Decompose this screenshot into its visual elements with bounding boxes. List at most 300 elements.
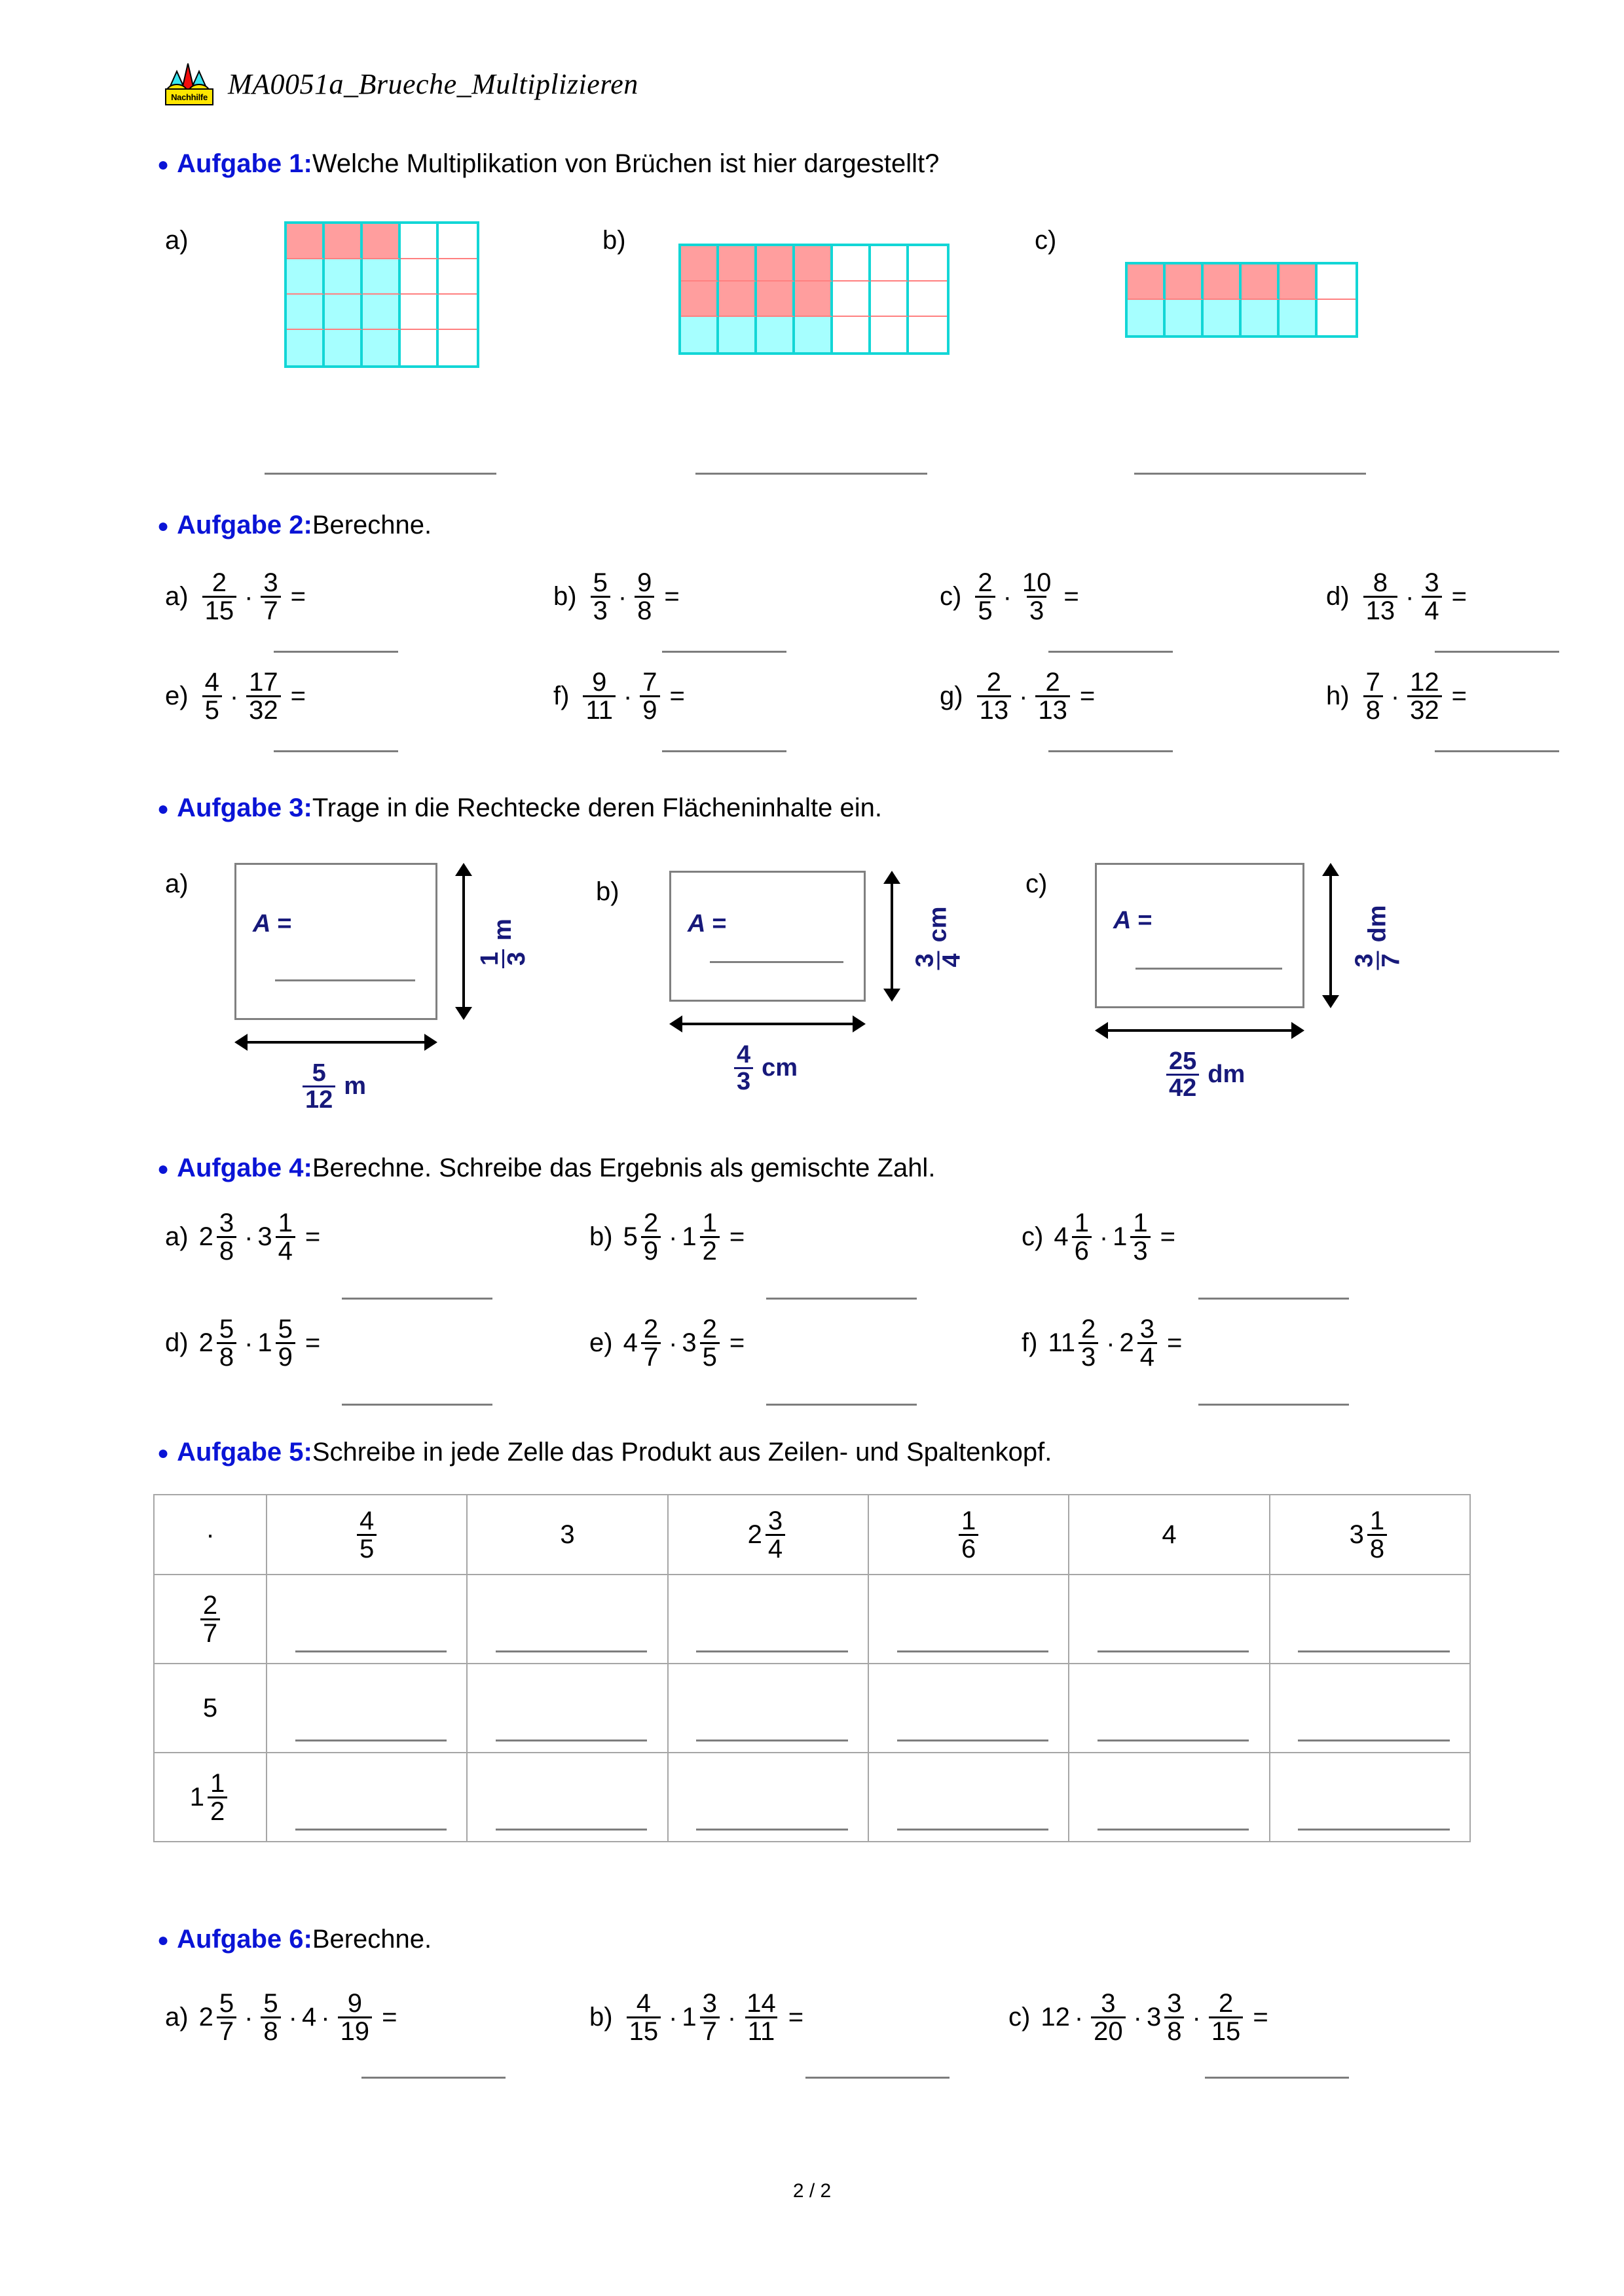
task-6-label: Aufgabe 6: xyxy=(177,1925,312,1954)
answer-blank[interactable] xyxy=(897,1650,1048,1652)
fraction-denominator: 3 xyxy=(1027,596,1046,624)
table-answer-cell[interactable] xyxy=(467,1753,667,1842)
table-answer-cell[interactable] xyxy=(467,1664,667,1753)
table-answer-cell[interactable] xyxy=(267,1753,467,1842)
fraction-numerator: 5 xyxy=(263,1989,278,2018)
grid-cell xyxy=(1128,300,1166,335)
fraction-numerator: 10 xyxy=(1022,568,1052,597)
answer-blank[interactable] xyxy=(496,1650,647,1652)
answer-blank[interactable] xyxy=(696,1650,847,1652)
fraction-numerator: 3 xyxy=(219,1209,234,1237)
task-1-label: Aufgabe 1: xyxy=(177,149,312,178)
fraction-numerator: 2 xyxy=(986,668,1001,697)
fraction-numerator: 4 xyxy=(636,1989,651,2018)
fraction-numerator: 2 xyxy=(1045,668,1060,697)
multiplication-dot: · xyxy=(1019,682,1028,711)
grid-cell xyxy=(681,282,719,317)
task-3-heading xyxy=(157,793,882,823)
mixed-number xyxy=(682,1990,723,2045)
equals-sign: = xyxy=(304,1328,321,1357)
item-letter: d) xyxy=(1326,582,1350,611)
fraction-numerator: 8 xyxy=(1373,568,1388,597)
equals-sign: = xyxy=(290,582,306,611)
fraction xyxy=(338,1990,373,2045)
grid-cell xyxy=(363,330,401,365)
fraction-denominator: 8 xyxy=(1164,2016,1184,2045)
task6-blank-b[interactable] xyxy=(805,2077,950,2079)
fraction-denominator: 11 xyxy=(745,2016,778,2045)
width-unit: cm xyxy=(762,1054,798,1082)
fraction-numerator: 5 xyxy=(593,568,608,597)
logo-wordmark: Nachhilfe xyxy=(165,88,213,105)
task2-blank-e[interactable] xyxy=(274,750,398,752)
answer-blank[interactable] xyxy=(496,1740,647,1741)
fraction-numerator: 3 xyxy=(1167,1989,1182,2018)
fraction-denominator: 12 xyxy=(303,1085,335,1112)
bullet-icon: ● xyxy=(157,1929,170,1952)
answer-blank[interactable] xyxy=(295,1650,447,1652)
grid-cell xyxy=(401,224,439,259)
equals-sign: = xyxy=(1253,2003,1268,2032)
answer-blank[interactable] xyxy=(1098,1650,1249,1652)
grid-cell xyxy=(795,246,833,282)
task4-blank-f[interactable] xyxy=(1198,1404,1349,1406)
grid-cell xyxy=(833,317,871,352)
fraction-numerator: 4 xyxy=(737,1041,751,1068)
answer-blank[interactable] xyxy=(295,1829,447,1831)
grid-cell xyxy=(401,330,439,365)
mixed-number xyxy=(1048,1316,1101,1370)
integer-term: 4 xyxy=(1162,1520,1177,1549)
fraction-numerator: 7 xyxy=(1365,668,1380,697)
answer-blank[interactable] xyxy=(1298,1650,1449,1652)
fraction-denominator: 5 xyxy=(975,596,995,624)
fraction-denominator: 8 xyxy=(1363,695,1383,723)
task2-blank-f[interactable] xyxy=(662,750,786,752)
height-dimension-arrow xyxy=(1321,863,1340,1008)
task4-item-c xyxy=(1022,1210,1175,1264)
answer-blank[interactable] xyxy=(1098,1829,1249,1831)
mixed-whole: 2 xyxy=(198,1222,213,1251)
grid-cell xyxy=(325,224,363,259)
task4-item-f xyxy=(1022,1316,1182,1370)
fraction-numerator: 3 xyxy=(1139,1315,1155,1343)
fraction-numerator: 2 xyxy=(978,568,993,597)
task3-area-blank-c[interactable] xyxy=(1135,968,1282,970)
fraction xyxy=(766,1508,785,1562)
answer-blank[interactable] xyxy=(1098,1740,1249,1741)
equals-sign: = xyxy=(1167,1328,1183,1357)
task2-item-g xyxy=(940,669,1095,723)
table-corner-operator: · xyxy=(154,1495,267,1575)
height-unit: m xyxy=(489,919,517,941)
grid-cell xyxy=(871,246,909,282)
mixed-number xyxy=(199,1990,240,2045)
table-answer-cell[interactable] xyxy=(868,1575,1069,1664)
fraction-denominator: 7 xyxy=(1377,951,1404,970)
task2-blank-b[interactable] xyxy=(662,651,786,653)
nachhilfe-logo-icon xyxy=(162,62,213,105)
height-dimension-arrow xyxy=(454,863,473,1020)
mixed-whole: 3 xyxy=(1146,2003,1162,2032)
answer-blank[interactable] xyxy=(696,1740,847,1741)
mixed-number xyxy=(199,1316,240,1370)
grid-cell xyxy=(1318,264,1356,300)
fraction-numerator: 2 xyxy=(212,568,227,597)
fraction-denominator: 15 xyxy=(627,2016,661,2045)
task2-item-c xyxy=(940,570,1079,624)
fraction-numerator: 2 xyxy=(702,1315,717,1343)
fraction xyxy=(1209,1990,1244,2045)
mixed-whole: 2 xyxy=(747,1520,762,1549)
fraction xyxy=(1130,1210,1150,1264)
task2-item-b xyxy=(553,570,680,624)
fraction-numerator: 9 xyxy=(347,1989,362,2018)
fraction xyxy=(246,669,281,723)
item-letter: f) xyxy=(1022,1328,1038,1357)
row-header-1 xyxy=(154,1575,267,1664)
integer-term: 12 xyxy=(1041,2003,1070,2032)
fraction-numerator: 9 xyxy=(592,668,607,697)
fraction-numerator: 1 xyxy=(1074,1209,1089,1237)
arrow-down-icon xyxy=(1322,995,1339,1008)
fraction-denominator: 7 xyxy=(261,596,280,624)
task-4-text: Berechne. Schreibe das Ergebnis als gemischte Zahl. xyxy=(312,1154,936,1182)
task6-item-a xyxy=(165,1990,397,2045)
equals-sign: = xyxy=(669,682,685,710)
fraction-numerator: 2 xyxy=(1218,1989,1234,2018)
grid-cell xyxy=(833,282,871,317)
task3-area-blank-a[interactable] xyxy=(275,979,415,981)
dimension-line xyxy=(462,872,465,1011)
grid-cell xyxy=(439,295,477,330)
answer-blank[interactable] xyxy=(1298,1829,1449,1831)
task4-blank-e[interactable] xyxy=(766,1404,917,1406)
table-answer-cell[interactable] xyxy=(267,1664,467,1753)
fraction xyxy=(1422,570,1441,624)
task1-answer-blank-c[interactable] xyxy=(1134,473,1366,475)
table-answer-cell[interactable] xyxy=(1270,1753,1470,1842)
height-dimension-arrow xyxy=(883,871,901,1002)
fraction xyxy=(1363,669,1383,723)
fraction xyxy=(1367,1508,1387,1562)
document-title: MA0051a_Brueche_Multiplizieren xyxy=(228,67,638,100)
mixed-number xyxy=(190,1770,231,1825)
fraction-denominator: 7 xyxy=(200,1618,220,1647)
width-label xyxy=(731,1042,798,1094)
task-3-text: Trage in die Rechtecke deren Flächeninhalte ein. xyxy=(312,793,882,822)
item-letter: b) xyxy=(589,1222,613,1251)
mixed-number xyxy=(1054,1210,1095,1264)
fraction xyxy=(217,1210,236,1264)
multiplication-dot: · xyxy=(669,2003,678,2032)
multiplication-dot: · xyxy=(1003,582,1012,611)
fraction xyxy=(477,949,529,968)
arrow-down-icon xyxy=(883,989,900,1002)
grid-cell xyxy=(1280,264,1318,300)
mixed-whole: 3 xyxy=(257,1222,272,1251)
grid-cell xyxy=(287,330,325,365)
item-letter: f) xyxy=(553,682,570,710)
dimension-line xyxy=(678,1023,857,1025)
mixed-whole: 1 xyxy=(1113,1222,1128,1251)
grid-cell xyxy=(681,317,719,352)
item-letter: e) xyxy=(589,1328,613,1357)
item-letter: e) xyxy=(165,682,189,710)
fraction-denominator: 4 xyxy=(1422,596,1441,624)
fraction-numerator: 5 xyxy=(312,1059,326,1087)
height-label xyxy=(1352,905,1404,973)
width-label xyxy=(1163,1049,1245,1101)
fraction xyxy=(1164,1990,1184,2045)
fraction-numerator: 3 xyxy=(767,1506,783,1535)
fraction-numerator: 1 xyxy=(278,1209,293,1237)
task2-blank-h[interactable] xyxy=(1435,750,1559,752)
fraction-denominator: 5 xyxy=(202,695,222,723)
grid-cell xyxy=(719,317,757,352)
fraction-numerator: 25 xyxy=(1169,1048,1197,1075)
fraction xyxy=(635,570,654,624)
fraction xyxy=(276,1210,295,1264)
mixed-whole: 4 xyxy=(1054,1222,1069,1251)
fraction xyxy=(640,669,659,723)
table-answer-cell[interactable] xyxy=(1069,1664,1269,1753)
multiplication-dot: · xyxy=(1192,2003,1201,2032)
fraction-numerator: 4 xyxy=(204,668,219,697)
answer-blank[interactable] xyxy=(696,1829,847,1831)
multiplication-dot: · xyxy=(623,682,633,711)
fraction xyxy=(261,570,280,624)
grid-cell xyxy=(325,259,363,295)
multiplication-dot: · xyxy=(1133,2003,1142,2032)
table-answer-cell[interactable] xyxy=(1270,1664,1470,1753)
page-number: 2 / 2 xyxy=(792,2180,832,2202)
task2-blank-d[interactable] xyxy=(1435,651,1559,653)
height-unit: dm xyxy=(1363,905,1392,943)
grid-cell xyxy=(401,259,439,295)
item-letter: c) xyxy=(940,582,962,611)
bullet-icon: ● xyxy=(157,1158,170,1180)
fraction-numerator: 9 xyxy=(637,568,652,597)
item-letter: h) xyxy=(1326,682,1350,710)
fraction-denominator: 13 xyxy=(977,695,1012,723)
task-4-label: Aufgabe 4: xyxy=(177,1154,312,1182)
mixed-number xyxy=(623,1316,665,1370)
task3-area-blank-b[interactable] xyxy=(710,961,843,963)
fraction xyxy=(1352,951,1404,970)
equals-sign: = xyxy=(290,682,306,710)
fraction-numerator: 3 xyxy=(911,953,939,968)
task2-blank-c[interactable] xyxy=(1048,651,1173,653)
item-letter: b) xyxy=(553,582,577,611)
fraction xyxy=(208,1770,227,1825)
task2-item-a xyxy=(165,570,306,624)
fraction xyxy=(276,1316,295,1370)
arrow-right-icon xyxy=(424,1034,437,1051)
mixed-number xyxy=(1147,1990,1188,2045)
task4-blank-d[interactable] xyxy=(342,1404,492,1406)
table-answer-cell[interactable] xyxy=(868,1664,1069,1753)
mixed-number xyxy=(748,1508,789,1562)
fraction-numerator: 1 xyxy=(475,951,504,966)
task1-item-a-letter: a) xyxy=(165,226,189,255)
fraction-numerator: 5 xyxy=(278,1315,293,1343)
table-answer-cell[interactable] xyxy=(467,1575,667,1664)
task6-blank-a[interactable] xyxy=(361,2077,506,2079)
answer-blank[interactable] xyxy=(897,1829,1048,1831)
task-1-heading xyxy=(157,149,939,179)
width-unit: m xyxy=(344,1072,367,1100)
mixed-whole: 4 xyxy=(623,1328,638,1357)
task-6-heading xyxy=(157,1925,432,1954)
task4-blank-b[interactable] xyxy=(766,1298,917,1300)
fraction xyxy=(217,1990,236,2045)
multiplication-dot: · xyxy=(244,1328,253,1358)
table-answer-cell[interactable] xyxy=(668,1753,868,1842)
item-letter: a) xyxy=(165,2003,189,2032)
table-row xyxy=(154,1575,1470,1664)
equals-sign: = xyxy=(1451,682,1467,710)
task2-blank-g[interactable] xyxy=(1048,750,1173,752)
table-answer-cell[interactable] xyxy=(1270,1575,1470,1664)
multiplication-dot: · xyxy=(244,582,253,611)
task1-answer-blank-b[interactable] xyxy=(695,473,927,475)
fraction xyxy=(975,570,995,624)
table-answer-cell[interactable] xyxy=(1069,1575,1269,1664)
grid-cell xyxy=(363,259,401,295)
table-row xyxy=(154,1753,1470,1842)
area-label: A = xyxy=(1113,906,1152,934)
task1-answer-blank-a[interactable] xyxy=(265,473,496,475)
task4-blank-c[interactable] xyxy=(1198,1298,1349,1300)
item-letter: g) xyxy=(940,682,963,710)
multiplication-dot: · xyxy=(727,2003,737,2032)
fraction xyxy=(700,1210,720,1264)
table-answer-cell[interactable] xyxy=(868,1753,1069,1842)
equals-sign: = xyxy=(1160,1222,1176,1251)
task1-item-c-letter: c) xyxy=(1035,226,1057,255)
task2-item-h xyxy=(1326,669,1467,723)
fraction xyxy=(357,1508,377,1562)
table-answer-cell[interactable] xyxy=(668,1664,868,1753)
task-4-heading xyxy=(157,1154,935,1183)
task3-item-c-letter: c) xyxy=(1025,869,1048,898)
mixed-whole: 11 xyxy=(1048,1328,1075,1357)
fraction xyxy=(202,669,222,723)
fraction-numerator: 1 xyxy=(961,1506,976,1535)
task-5-text: Schreibe in jede Zelle das Produkt aus Zeilen- und Spaltenkopf. xyxy=(312,1438,1052,1467)
fraction-denominator: 15 xyxy=(1209,2016,1244,2045)
answer-blank[interactable] xyxy=(897,1740,1048,1741)
column-header-4 xyxy=(868,1495,1069,1575)
task-2-text: Berechne. xyxy=(312,511,432,539)
width-unit: dm xyxy=(1208,1061,1246,1088)
row-header-3 xyxy=(154,1753,267,1842)
grid-cell xyxy=(1166,300,1204,335)
fraction-denominator: 6 xyxy=(1072,1236,1092,1264)
task3-rectangle-a xyxy=(234,863,437,1020)
mixed-number xyxy=(623,1210,665,1264)
fraction xyxy=(1091,1990,1126,2045)
equals-sign: = xyxy=(664,582,680,611)
multiplication-dot: · xyxy=(1390,682,1400,711)
fraction-numerator: 12 xyxy=(1410,668,1439,697)
fraction-denominator: 9 xyxy=(640,695,659,723)
grid-cell xyxy=(909,282,947,317)
grid-cell xyxy=(287,295,325,330)
task4-blank-a[interactable] xyxy=(342,1298,492,1300)
grid-cell xyxy=(757,282,795,317)
task-3-label: Aufgabe 3: xyxy=(177,793,312,822)
answer-blank[interactable] xyxy=(295,1740,447,1741)
grid-cell xyxy=(681,246,719,282)
width-dimension-arrow xyxy=(1095,1021,1304,1040)
fraction-denominator: 6 xyxy=(959,1534,978,1562)
fraction-denominator: 9 xyxy=(276,1342,295,1370)
equals-sign: = xyxy=(304,1222,321,1251)
task1-item-b-letter: b) xyxy=(602,226,626,255)
table-row xyxy=(154,1664,1470,1753)
fraction-denominator: 4 xyxy=(276,1236,295,1264)
fraction xyxy=(641,1316,661,1370)
mixed-number xyxy=(682,1210,723,1264)
fraction-denominator: 4 xyxy=(766,1534,785,1562)
fraction-denominator: 8 xyxy=(217,1342,236,1370)
mixed-number xyxy=(199,1210,240,1264)
fraction-denominator: 5 xyxy=(700,1342,720,1370)
multiplication-dot: · xyxy=(321,2003,330,2032)
table-answer-cell[interactable] xyxy=(668,1575,868,1664)
mixed-number xyxy=(682,1316,723,1370)
grid-cell xyxy=(439,330,477,365)
task4-item-b xyxy=(589,1210,745,1264)
task2-blank-a[interactable] xyxy=(274,651,398,653)
table-answer-cell[interactable] xyxy=(1069,1753,1269,1842)
multiplication-dot: · xyxy=(618,582,627,611)
answer-blank[interactable] xyxy=(496,1829,647,1831)
fraction xyxy=(1166,1049,1199,1101)
task-6-text: Berechne. xyxy=(312,1925,432,1954)
dimension-line xyxy=(1104,1029,1295,1032)
bullet-icon: ● xyxy=(157,154,170,176)
fraction xyxy=(977,669,1012,723)
fraction-numerator: 1 xyxy=(1369,1506,1385,1535)
fraction xyxy=(913,951,965,970)
answer-blank[interactable] xyxy=(1298,1740,1449,1741)
item-letter: d) xyxy=(165,1328,189,1357)
fraction-numerator: 2 xyxy=(643,1209,659,1237)
fraction xyxy=(583,669,616,723)
table-answer-cell[interactable] xyxy=(267,1575,467,1664)
mixed-whole: 5 xyxy=(623,1222,638,1251)
integer-term: 5 xyxy=(202,1693,218,1722)
fraction xyxy=(1407,669,1442,723)
task-1-text: Welche Multiplikation von Brüchen ist hier dargestellt? xyxy=(312,149,940,178)
table-header-row xyxy=(154,1495,1470,1575)
mixed-whole: 1 xyxy=(682,1222,697,1251)
task2-item-d xyxy=(1326,570,1467,624)
height-label xyxy=(477,919,529,972)
task6-blank-c[interactable] xyxy=(1205,2077,1349,2079)
fraction xyxy=(1079,1316,1098,1370)
task4-item-e xyxy=(589,1316,745,1370)
task-2-heading xyxy=(157,511,432,540)
bullet-icon: ● xyxy=(157,515,170,538)
width-dimension-arrow xyxy=(234,1033,437,1051)
fraction xyxy=(744,1990,779,2045)
task3-rectangle-c xyxy=(1095,863,1304,1008)
fraction xyxy=(200,1592,220,1647)
